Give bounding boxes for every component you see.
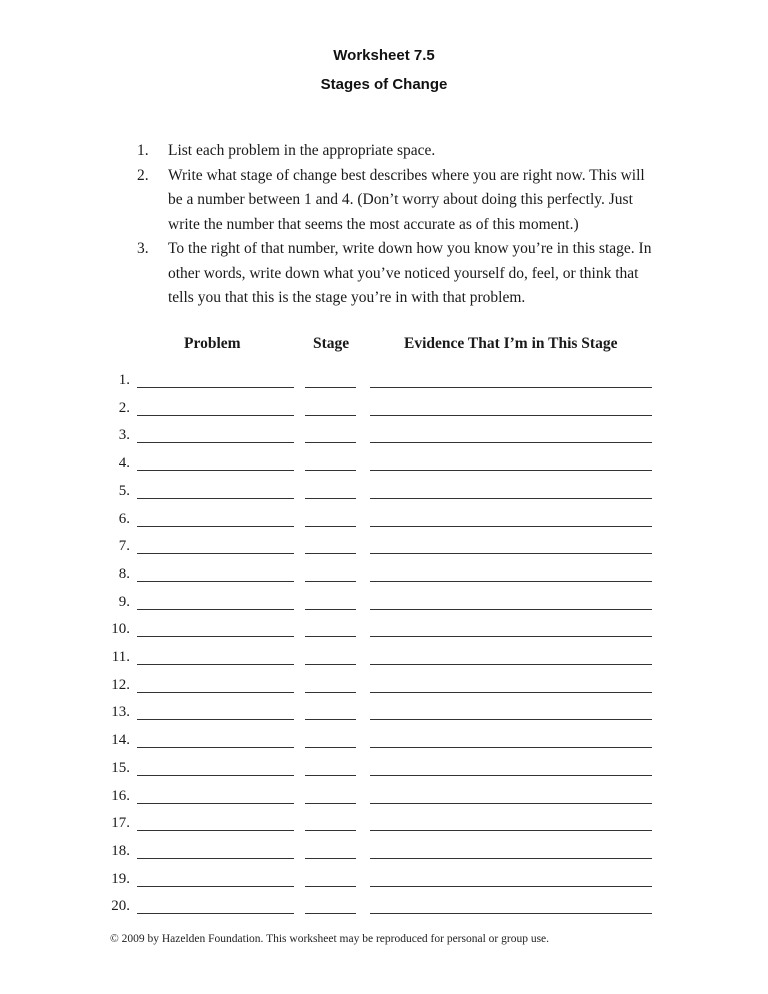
evidence-blank[interactable]: [370, 886, 652, 887]
problem-blank[interactable]: [137, 581, 294, 582]
problem-blank[interactable]: [137, 719, 294, 720]
problem-blank[interactable]: [137, 692, 294, 693]
row-number: 10.: [111, 621, 130, 638]
row-number: 18.: [111, 842, 130, 859]
problem-column-header: Problem: [184, 335, 241, 352]
table-row: [0, 788, 768, 808]
row-number: 16.: [111, 787, 130, 804]
evidence-blank[interactable]: [370, 775, 652, 776]
evidence-blank[interactable]: [370, 442, 652, 443]
evidence-blank[interactable]: [370, 609, 652, 610]
instructions-list: [137, 139, 657, 311]
evidence-blank[interactable]: [370, 692, 652, 693]
stage-column-header: Stage: [313, 335, 350, 352]
instruction-item: [137, 139, 657, 164]
stage-blank[interactable]: [305, 553, 356, 554]
copyright-footer: © 2009 by Hazelden Foundation. This worksheet may be reproduced for personal or group use.: [110, 933, 550, 945]
instruction-text: Write what stage of change best describes where you are right now. This will be a number between 1 and 4. (Don’t worry about doing this perfectly. Just write the number that seems the most accurate as of this moment.): [168, 166, 645, 233]
table-row: [0, 677, 768, 697]
table-row: [0, 594, 768, 614]
evidence-blank[interactable]: [370, 913, 652, 914]
instruction-text: To the right of that number, write down how you know you’re in this stage. In other words, write down what you’ve noticed yourself do, feel, or think that tells you that this is the stage you’re in with that problem.: [168, 240, 652, 306]
row-number: 3.: [118, 427, 130, 444]
problem-blank[interactable]: [137, 387, 294, 388]
instruction-number: 1.: [137, 142, 149, 159]
stage-blank[interactable]: [305, 719, 356, 720]
table-row: [0, 649, 768, 669]
row-number: 1.: [118, 372, 130, 388]
problem-blank[interactable]: [137, 526, 294, 527]
row-number: 4.: [118, 455, 130, 472]
stage-blank[interactable]: [305, 442, 356, 443]
row-number: 5.: [118, 482, 130, 499]
stage-blank[interactable]: [305, 415, 356, 416]
problem-blank[interactable]: [137, 470, 294, 471]
table-row: [0, 538, 768, 558]
evidence-blank[interactable]: [370, 553, 652, 554]
stage-blank[interactable]: [305, 526, 356, 527]
evidence-blank[interactable]: [370, 830, 652, 831]
stage-blank[interactable]: [305, 858, 356, 859]
table-row: [0, 372, 768, 392]
row-number: 9.: [118, 593, 130, 610]
problem-blank[interactable]: [137, 636, 294, 637]
problem-blank[interactable]: [137, 747, 294, 748]
problem-blank[interactable]: [137, 858, 294, 859]
table-row: [0, 400, 768, 420]
evidence-blank[interactable]: [370, 664, 652, 665]
evidence-blank[interactable]: [370, 747, 652, 748]
row-number: 20.: [111, 898, 130, 915]
table-row: [0, 732, 768, 752]
table-row: [0, 621, 768, 641]
stage-blank[interactable]: [305, 747, 356, 748]
evidence-blank[interactable]: [370, 470, 652, 471]
stage-blank[interactable]: [305, 470, 356, 471]
problem-blank[interactable]: [137, 803, 294, 804]
table-row: [0, 760, 768, 780]
stage-blank[interactable]: [305, 886, 356, 887]
evidence-column-header: Evidence That I’m in This Stage: [404, 335, 618, 352]
problem-blank[interactable]: [137, 664, 294, 665]
instruction-number: 3.: [137, 240, 149, 257]
table-row: [0, 483, 768, 503]
problem-blank[interactable]: [137, 886, 294, 887]
row-number: 7.: [118, 538, 130, 555]
evidence-blank[interactable]: [370, 415, 652, 416]
problem-blank[interactable]: [137, 415, 294, 416]
problem-blank[interactable]: [137, 553, 294, 554]
table-row: [0, 455, 768, 475]
worksheet-title: Worksheet 7.5: [333, 47, 435, 64]
row-number: 2.: [118, 399, 130, 416]
stage-blank[interactable]: [305, 609, 356, 610]
stage-blank[interactable]: [305, 913, 356, 914]
stage-blank[interactable]: [305, 581, 356, 582]
stage-blank[interactable]: [305, 803, 356, 804]
evidence-blank[interactable]: [370, 803, 652, 804]
stage-blank[interactable]: [305, 830, 356, 831]
row-number: 14.: [111, 732, 130, 749]
row-number: 6.: [118, 510, 130, 527]
row-number: 13.: [111, 704, 130, 721]
problem-blank[interactable]: [137, 913, 294, 914]
row-number: 19.: [111, 870, 130, 887]
row-number: 12.: [111, 676, 130, 693]
row-number: 15.: [111, 759, 130, 776]
table-row: [0, 427, 768, 447]
table-row: [0, 704, 768, 724]
problem-blank[interactable]: [137, 442, 294, 443]
row-number: 11.: [111, 649, 130, 665]
evidence-blank[interactable]: [370, 719, 652, 720]
table-row: [0, 898, 768, 918]
table-row: [0, 843, 768, 863]
evidence-blank[interactable]: [370, 498, 652, 499]
stage-blank[interactable]: [305, 692, 356, 693]
problem-blank[interactable]: [137, 775, 294, 776]
instruction-text: List each problem in the appropriate space.: [168, 142, 436, 159]
problem-blank[interactable]: [137, 830, 294, 831]
table-row: [0, 815, 768, 835]
evidence-blank[interactable]: [370, 526, 652, 527]
row-number: 8.: [118, 565, 130, 582]
evidence-blank[interactable]: [370, 636, 652, 637]
stage-blank[interactable]: [305, 775, 356, 776]
problem-blank[interactable]: [137, 609, 294, 610]
table-row: [0, 511, 768, 531]
worksheet-subtitle: Stages of Change: [320, 76, 448, 93]
instruction-item: [137, 164, 657, 238]
stage-blank[interactable]: [305, 636, 356, 637]
evidence-blank[interactable]: [370, 858, 652, 859]
stage-blank[interactable]: [305, 498, 356, 499]
table-row: [0, 566, 768, 586]
table-row: [0, 871, 768, 891]
stage-blank[interactable]: [305, 387, 356, 388]
evidence-blank[interactable]: [370, 581, 652, 582]
problem-blank[interactable]: [137, 498, 294, 499]
stage-blank[interactable]: [305, 664, 356, 665]
row-number: 17.: [111, 815, 130, 832]
instruction-number: 2.: [137, 166, 149, 184]
evidence-blank[interactable]: [370, 387, 652, 388]
instruction-item: [137, 237, 657, 311]
